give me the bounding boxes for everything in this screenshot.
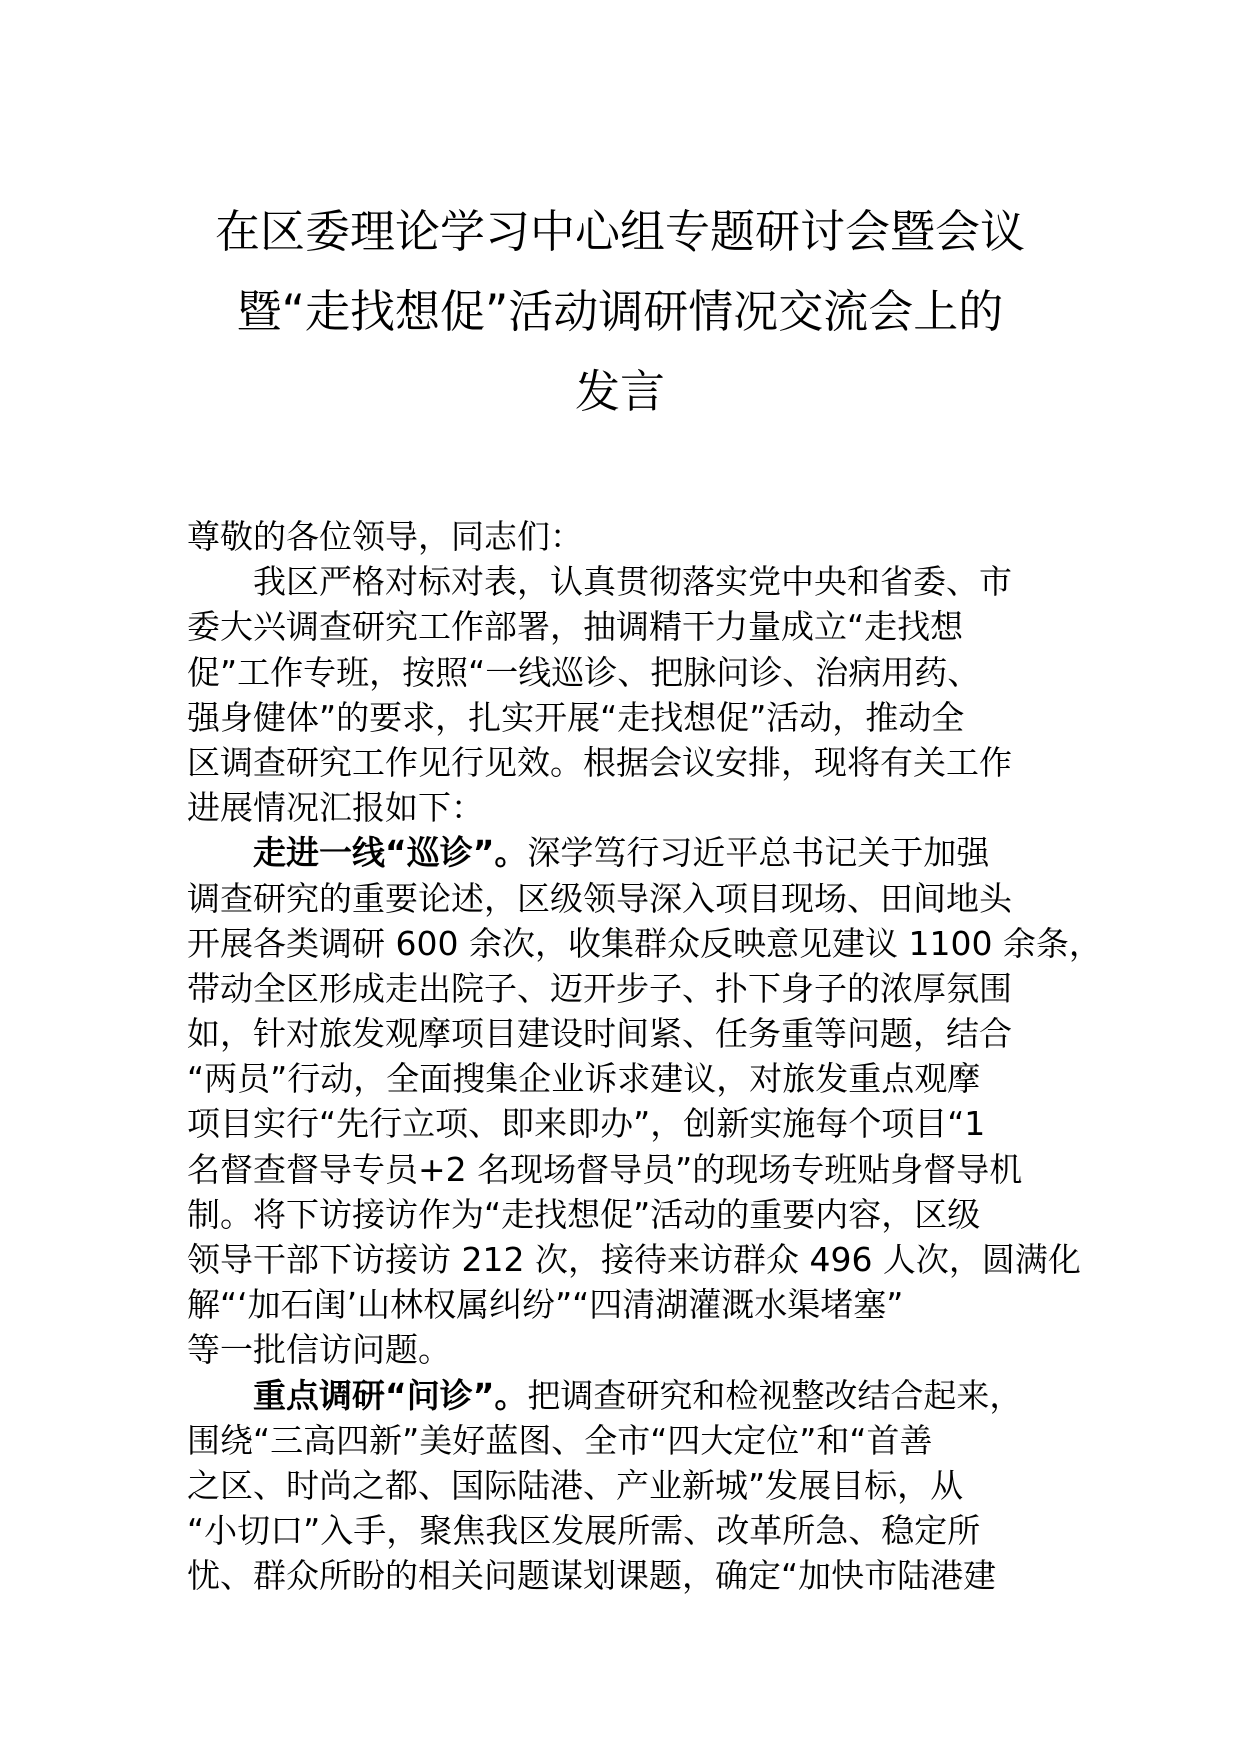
body-line: 进展情况汇报如下： — [187, 788, 484, 828]
body-line: 如，针对旅发观摩项目建设时间紧、任务重等问题，结合 — [187, 1014, 1012, 1054]
body-line: 名督查督导专员+2 名现场督导员”的现场专班贴身督导机 — [187, 1149, 1023, 1189]
title-line-2: 暨“走找想促”活动调研情况交流会上的 — [236, 285, 1004, 338]
body-line: 委大兴调查研究工作部署，抽调精干力量成立“走找想 — [187, 607, 964, 647]
body-line: 忧、群众所盼的相关问题谋划课题，确定“加快市陆港建 — [187, 1556, 997, 1596]
body-line: 项目实行“先行立项、即来即办”，创新实施每个项目“1 — [187, 1104, 986, 1144]
body-line: 围绕“三高四新”美好蓝图、全市“四大定位”和“首善 — [187, 1420, 933, 1460]
title-line-1: 在区委理论学习中心组专题研讨会暨会议 — [214, 205, 1025, 258]
section-heading: 走进一线“巡诊”。 — [253, 833, 528, 873]
section-text: 深学笃行习近平总书记关于加强 — [527, 833, 990, 873]
document-body — [187, 514, 1102, 1599]
body-line: 之区、时尚之都、国际陆港、产业新城”发展目标，从 — [187, 1465, 964, 1505]
body-line: “两员”行动，全面搜集企业诉求建议，对旅发重点观摩 — [187, 1059, 981, 1099]
body-line: 带动全区形成走出院子、迈开步子、扑下身子的浓厚氛围 — [187, 968, 1012, 1008]
body-line: 促”工作专班，按照“一线巡诊、把脉问诊、治病用药、 — [187, 652, 981, 692]
section-heading: 重点调研“问诊”。 — [253, 1375, 528, 1415]
salutation-line: 尊敬的各位领导，同志们： — [187, 517, 583, 556]
document-title — [160, 192, 1080, 432]
body-line: 领导干部下访接访 212 次，接待来访群众 496 人次，圆满化 — [187, 1240, 1081, 1279]
section-heading-line — [187, 1373, 1087, 1418]
section-text: 把调查研究和检视整改结合起来， — [527, 1375, 1023, 1415]
title-line-3: 发言 — [574, 365, 665, 418]
body-line: 制。将下访接访作为“走找想促”活动的重要内容，区级 — [187, 1194, 981, 1234]
body-line: 强身健体”的要求，扎实开展“走找想促”活动，推动全 — [187, 697, 965, 737]
body-line: 区调查研究工作见行见效。根据会议安排，现将有关工作 — [187, 742, 1012, 782]
body-line: 等一批信访问题。 — [187, 1330, 451, 1370]
body-line: 我区严格对标对表，认真贯彻落实党中央和省委、市 — [253, 562, 1012, 602]
body-line: 解“‘加石闺’山林权属纠纷”“四清湖灌溉水渠堵塞” — [187, 1285, 904, 1325]
body-line: 开展各类调研 600 余次，收集群众反映意见建议 1100 余条， — [187, 923, 1102, 963]
body-line: 调查研究的重要论述，区级领导深入项目现场、田间地头 — [187, 878, 1012, 918]
body-line: “小切口”入手，聚焦我区发展所需、改革所急、稳定所 — [187, 1511, 981, 1551]
section-heading-line — [187, 830, 1087, 875]
